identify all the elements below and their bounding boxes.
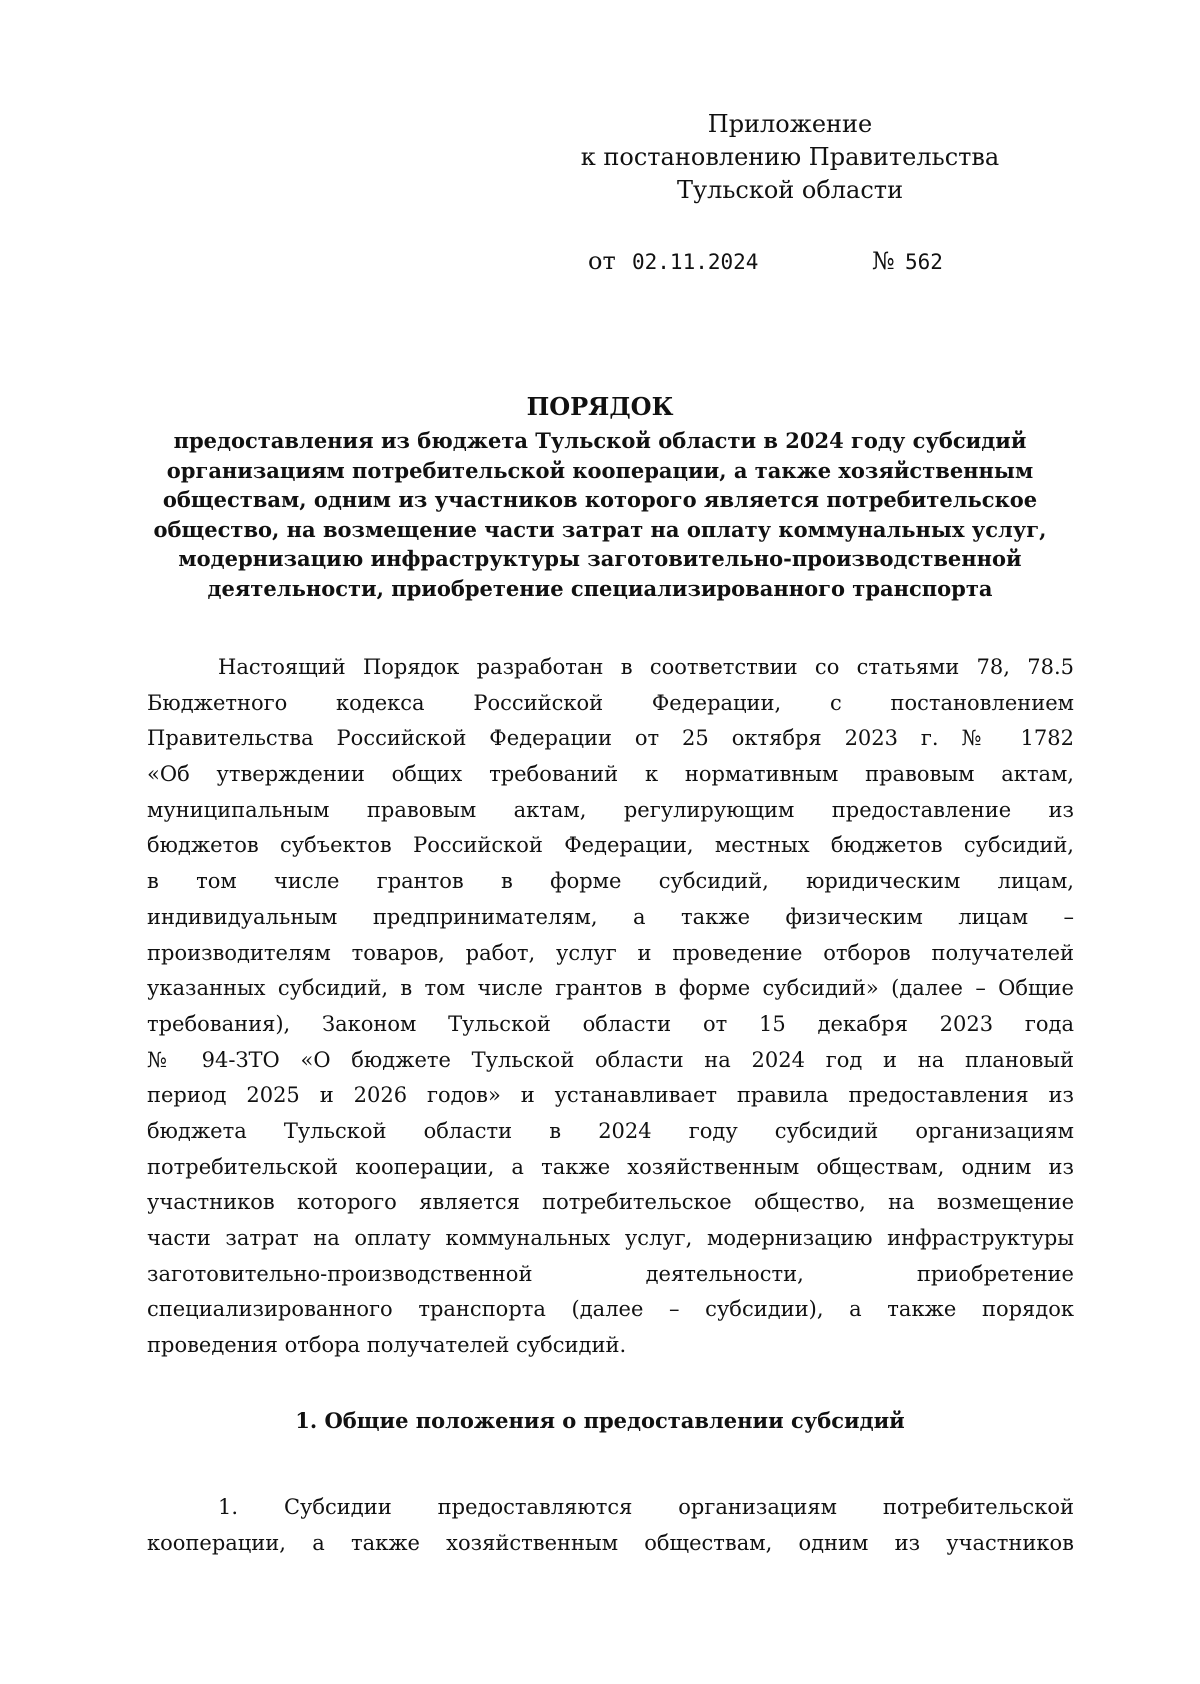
- appendix-line: Тульской области: [676, 176, 904, 204]
- paragraph-line: период 2025 и 2026 годов» и устанавливает правила предоставления из: [147, 1083, 1074, 1108]
- paragraph-line: индивидуальным предпринимателям, а также физическим лицам –: [147, 904, 1074, 929]
- subtitle-line: модернизацию инфраструктуры заготовительно-производственной: [178, 546, 1022, 571]
- paragraph-line: Настоящий Порядок разработан в соответствии со статьями 78, 78.5: [218, 655, 1074, 679]
- paragraph-line: проведения отбора получателей субсидий.: [147, 1333, 627, 1358]
- subtitle-line: общество, на возмещение части затрат на оплату коммунальных услуг,: [153, 516, 1047, 542]
- paragraph-line: бюджета Тульской области в 2024 году субсидий организациям: [147, 1118, 1074, 1143]
- paragraph-line: участников которого является потребительское общество, на возмещение: [147, 1190, 1074, 1215]
- decree-number: 562: [905, 250, 943, 274]
- subtitle-line: организациям потребительской кооперации, а также хозяйственным: [166, 457, 1034, 483]
- paragraph-line: «Об утверждении общих требований к нормативным правовым актам,: [147, 762, 1074, 787]
- subtitle-line: обществам, одним из участников которого является потребительское: [162, 487, 1038, 512]
- point-1-paragraph: [147, 1490, 1074, 1561]
- paragraph-line: в том числе грантов в форме субсидий, юридическим лицам,: [147, 869, 1074, 894]
- section-title: 1. Общие положения о предоставлении субсидий: [295, 1408, 905, 1433]
- appendix-line: к постановлению Правительства: [580, 143, 1000, 171]
- document-title: ПОРЯДОК: [526, 392, 674, 421]
- paragraph-line: Правительства Российской Федерации от 25 октября 2023 г. № 1782: [147, 726, 1074, 751]
- paragraph-line: потребительской кооперации, а также хозяйственным обществам, одним из: [147, 1154, 1074, 1179]
- subtitle-line: предоставления из бюджета Тульской области в 2024 году субсидий: [173, 428, 1027, 453]
- subtitle-line: деятельности, приобретение специализированного транспорта: [207, 575, 993, 601]
- paragraph-line: производителям товаров, работ, услуг и проведение отборов получателей: [147, 940, 1074, 965]
- paragraph-line: кооперации, а также хозяйственным обществам, одним из участников: [147, 1530, 1074, 1555]
- appendix-block: [560, 108, 1020, 207]
- intro-paragraph: [147, 650, 1074, 1364]
- appendix-line: Приложение: [707, 110, 873, 138]
- number-prefix: №: [872, 247, 895, 275]
- paragraph-line: 1. Субсидии предоставляются организациям потребительской: [218, 1495, 1074, 1519]
- paragraph-line: бюджетов субъектов Российской Федерации, местных бюджетов субсидий,: [147, 833, 1074, 858]
- paragraph-line: части затрат на оплату коммунальных услуг, модернизацию инфраструктуры: [147, 1226, 1074, 1250]
- paragraph-line: Бюджетного кодекса Российской Федерации, с постановлением: [147, 690, 1074, 715]
- paragraph-line: заготовительно-производственной деятельности, приобретение: [147, 1261, 1074, 1286]
- date-prefix: от: [588, 247, 616, 275]
- paragraph-line: указанных субсидий, в том числе грантов в форме субсидий» (далее – Общие: [147, 976, 1074, 1001]
- paragraph-line: требования), Законом Тульской области от 15 декабря 2023 года: [147, 1011, 1074, 1036]
- paragraph-line: № 94-ЗТО «О бюджете Тульской области на 2024 год и на плановый: [147, 1047, 1074, 1072]
- decree-date: 02.11.2024: [632, 250, 759, 274]
- paragraph-line: специализированного транспорта (далее – субсидии), а также порядок: [147, 1297, 1074, 1322]
- paragraph-line: муниципальным правовым актам, регулирующим предоставление из: [147, 797, 1074, 822]
- document-subtitle: [130, 426, 1070, 603]
